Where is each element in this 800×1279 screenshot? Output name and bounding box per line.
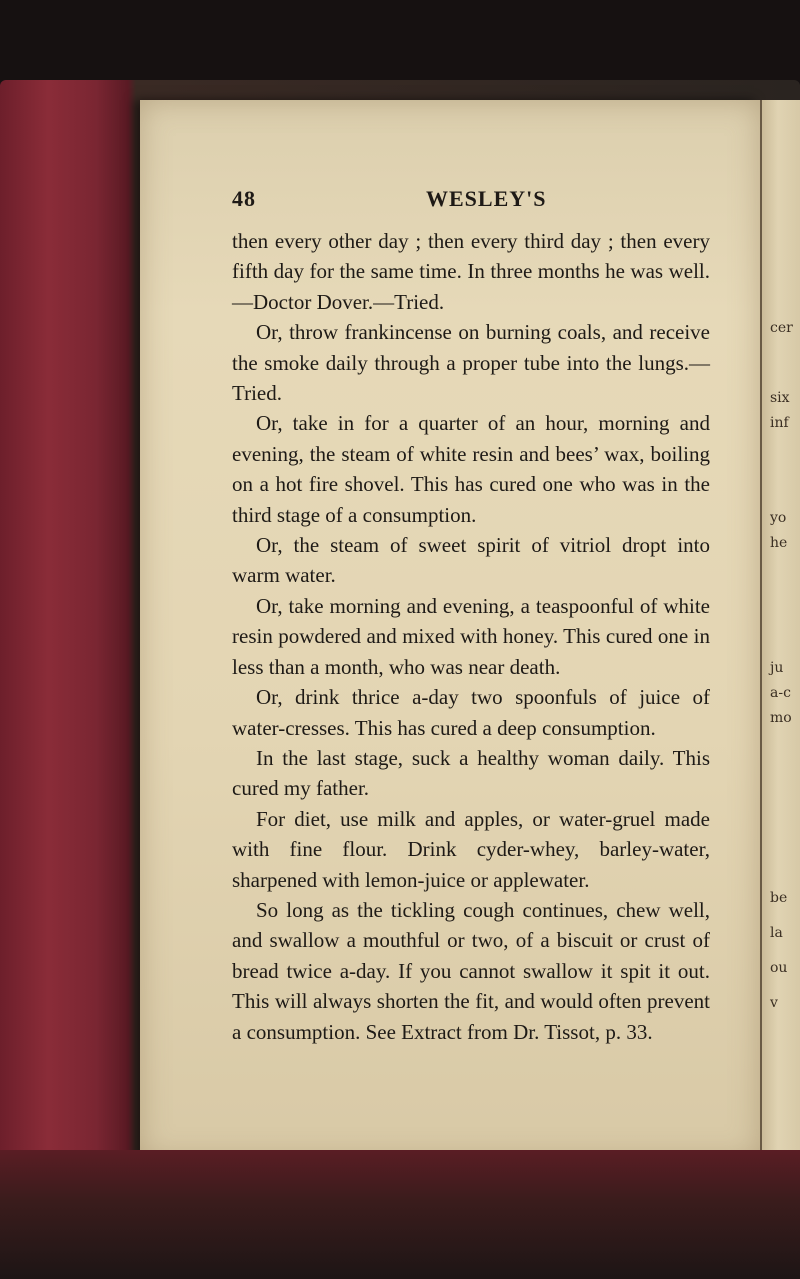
facing-page-edge	[760, 100, 800, 1160]
paragraph: then every other day ; then every third day ; then every fifth day for the same time. In three months he was well.—Doctor Dover.—Tried.	[232, 229, 710, 314]
paragraph: For diet, use milk and apples, or water-gruel made with fine flour. Drink cyder-whey, barley-water, sharpened with lemon-juice or applewater.	[232, 806, 710, 892]
facing-fragment: inf	[770, 415, 789, 431]
facing-fragment: v	[770, 995, 778, 1011]
body-text	[232, 226, 710, 1047]
paragraph: So long as the tickling cough continues, chew well, and swallow a mouthful or two, of a biscuit or crust of bread twice a-day. If you cannot swallow it spit it out. This will always shorten the fit, and would often prevent a consumption. See Extract from Dr. Tissot, p. 33.	[232, 897, 710, 1044]
facing-fragment: ju	[770, 660, 784, 676]
facing-fragment: ou	[770, 960, 788, 976]
facing-fragment: a-c	[770, 685, 791, 701]
facing-fragment: he	[770, 535, 788, 551]
page-number: 48	[232, 186, 256, 211]
facing-fragment: la	[770, 925, 783, 941]
paragraph: Or, throw frankincense on burning coals, and receive the smoke daily through a proper tube into the lungs.—Tried.	[232, 320, 710, 406]
running-head: WESLEY'S	[426, 186, 547, 211]
paragraph: Or, take morning and evening, a teaspoonful of white resin powdered and mixed with honey. This cured one in less than a month, who was near death.	[232, 593, 710, 679]
paragraph: Or, drink thrice a-day two spoonfuls of juice of water-cresses. This has cured a deep consumption.	[232, 685, 710, 740]
paragraph: In the last stage, suck a healthy woman daily. This cured my father.	[232, 745, 710, 801]
facing-fragment: six	[770, 390, 790, 406]
bottom-shadow	[0, 1150, 800, 1279]
paragraph: Or, the steam of sweet spirit of vitriol dropt into warm water.	[232, 533, 710, 588]
facing-fragment: yo	[770, 510, 787, 526]
facing-fragment: cer	[770, 320, 793, 336]
facing-fragment: be	[770, 890, 788, 906]
paragraph: Or, take in for a quarter of an hour, morning and evening, the steam of white resin and bees’ wax, boiling on a hot fire shovel. This has cured one who was in the third stage of a consumption.	[232, 411, 710, 527]
facing-fragment: mo	[770, 710, 792, 726]
